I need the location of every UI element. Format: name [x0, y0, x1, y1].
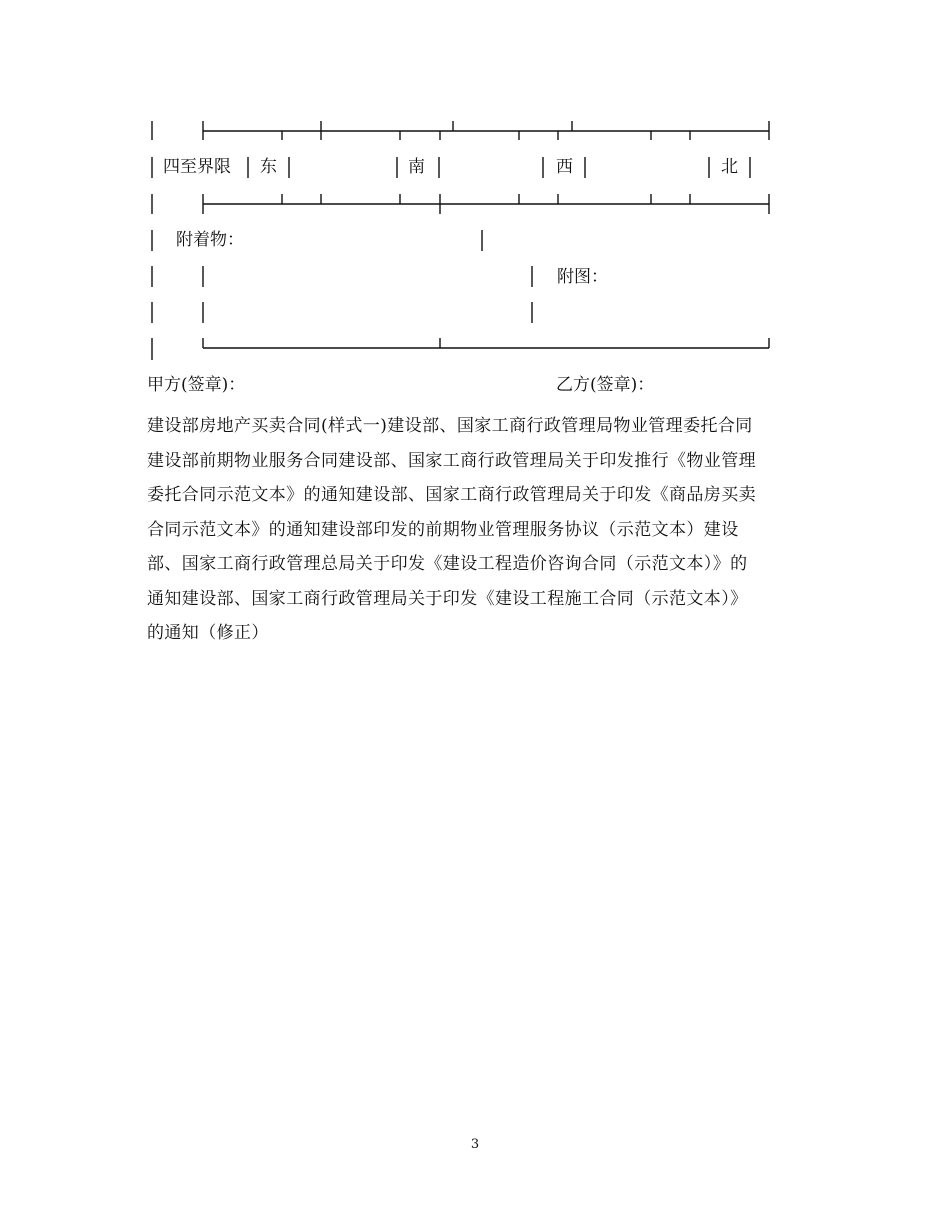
paragraph-line: 的通知（修正） — [147, 623, 269, 643]
party-b-signature: 乙方(签章)： — [556, 375, 655, 395]
west-label: 西 — [556, 157, 573, 177]
south-label: 南 — [408, 157, 425, 177]
attachments-label: 附着物： — [176, 230, 244, 250]
page-number: 3 — [470, 1137, 480, 1152]
paragraph-line: 合同示范文本》的通知建设部印发的前期物业管理服务协议（示范文本）建设 — [147, 519, 739, 540]
boundary-label: 四至界限 — [163, 157, 231, 177]
east-label: 东 — [260, 157, 277, 177]
paragraph-line: 部、国家工商行政管理总局关于印发《建设工程造价咨询合同（示范文本）》的 — [147, 554, 748, 574]
party-a-signature: 甲方(签章)： — [147, 375, 246, 395]
paragraph-line: 建设部前期物业服务合同建设部、国家工商行政管理局关于印发推行《物业管理 — [147, 450, 756, 471]
north-label: 北 — [721, 157, 738, 177]
related-documents-paragraph — [147, 409, 807, 651]
paragraph-line: 通知建设部、国家工商行政管理局关于印发《建设工程施工合同（示范文本）》 — [147, 588, 748, 609]
paragraph-line: 委托合同示范文本》的通知建设部、国家工商行政管理局关于印发《商品房买卖 — [147, 485, 756, 505]
paragraph-line: 建设部房地产买卖合同(样式一)建设部、国家工商行政管理局物业管理委托合同 — [147, 416, 753, 436]
attached-map-label: 附图： — [557, 267, 608, 287]
